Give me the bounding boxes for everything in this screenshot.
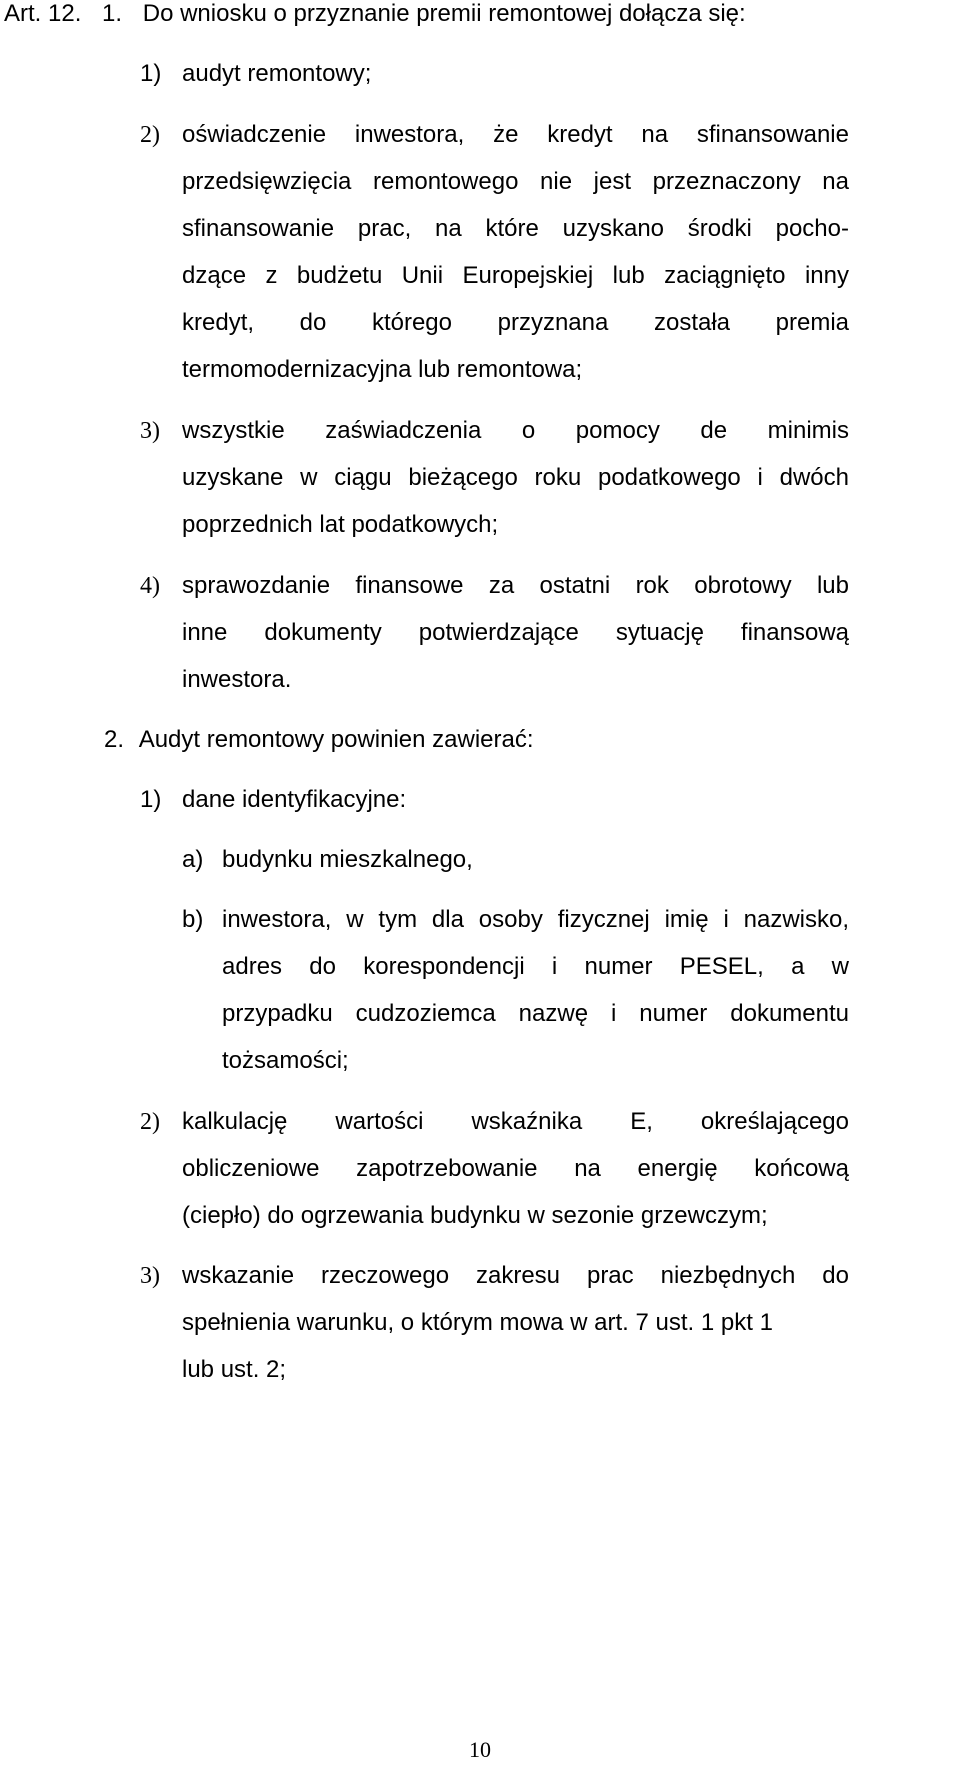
paragraph-2-line xyxy=(104,726,534,754)
article-number: Art. 12. xyxy=(4,0,82,27)
list-item-text: kalkulację wartości wskaźnika E, określającego xyxy=(182,1108,849,1135)
list-item-text: audyt remontowy; xyxy=(182,60,372,87)
list-item-text: (ciepło) do ogrzewania budynku w sezonie grzewczym; xyxy=(182,1202,768,1229)
sub-item-text: tożsamości; xyxy=(222,1047,349,1074)
list-item-text: sprawozdanie finansowe za ostatni rok obrotowy lub xyxy=(182,572,849,599)
list-item-text: wskazanie rzeczowego zakresu prac niezbędnych do xyxy=(182,1262,849,1289)
list-item-number: 2) xyxy=(140,122,160,148)
list-item-text: termomodernizacyjna lub remontowa; xyxy=(182,356,583,383)
list-item-text: dzące z budżetu Unii Europejskiej lub zaciągnięto inny xyxy=(182,262,849,289)
list-item-text: sfinansowanie prac, na które uzyskano środki pocho- xyxy=(182,215,849,242)
list-item-text: uzyskane w ciągu bieżącego roku podatkowego i dwóch xyxy=(182,464,849,491)
list-item-number: 3) xyxy=(140,1263,160,1289)
paragraph-intro: Do wniosku o przyznanie premii remontowej dołącza się: xyxy=(142,0,746,27)
page-number: 10 xyxy=(469,1737,491,1762)
sub-item-text: adres do korespondencji i numer PESEL, a w xyxy=(222,953,849,980)
sub-item-text: budynku mieszkalnego, xyxy=(222,846,473,873)
list-item-text: dane identyfikacyjne: xyxy=(182,786,407,813)
list-item-number: 1) xyxy=(140,786,162,813)
paragraph-number: 2. xyxy=(104,726,125,753)
list-item-text: przedsięwzięcia remontowego nie jest przeznaczony na xyxy=(182,168,849,195)
article-heading-line xyxy=(4,0,746,28)
list-item-text: wszystkie zaświadczenia o pomocy de minimis xyxy=(182,417,849,444)
list-item-text: inne dokumenty potwierdzające sytuację finansową xyxy=(182,619,849,646)
list-item-number: 1) xyxy=(140,60,162,87)
list-item-text: oświadczenie inwestora, że kredyt na sfinansowanie xyxy=(182,121,849,148)
list-item-number: 3) xyxy=(140,418,160,444)
sub-item-text: przypadku cudzoziemca nazwę i numer dokumentu xyxy=(222,1000,849,1027)
list-item-number: 4) xyxy=(140,573,160,599)
list-item-text: lub ust. 2; xyxy=(182,1356,287,1383)
sub-item-text: inwestora, w tym dla osoby fizycznej imię i nazwisko, xyxy=(222,906,849,933)
list-item-text: inwestora. xyxy=(182,666,292,693)
list-item-text: poprzednich lat podatkowych; xyxy=(182,511,499,538)
sub-item-letter: b) xyxy=(182,906,204,933)
paragraph-intro: Audyt remontowy powinien zawierać: xyxy=(138,726,534,753)
sub-item-letter: a) xyxy=(182,846,204,873)
list-item-number: 2) xyxy=(140,1109,160,1135)
paragraph-number: 1. xyxy=(102,0,123,27)
list-item-text: kredyt, do którego przyznana została premia xyxy=(182,309,849,336)
list-item-text: spełnienia warunku, o którym mowa w art. 7 ust. 1 pkt 1 xyxy=(182,1309,773,1336)
list-item-text: obliczeniowe zapotrzebowanie na energię końcową xyxy=(182,1155,849,1182)
